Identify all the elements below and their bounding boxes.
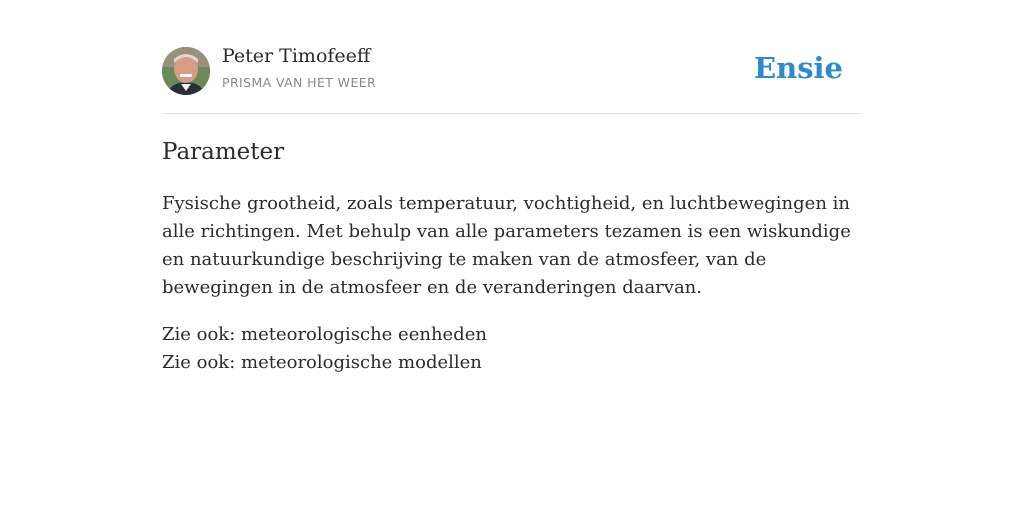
entry-body: Fysische grootheid, zoals temperatuur, vochtigheid, en luchtbewegingen in alle richtingen. Met behulp van alle parameters tezamen is een wiskundige en natuurkundige beschrijving te maken van de atmosfeer, van de bewegingen in de atmosfeer en de veranderingen daarvan.: [162, 193, 851, 298]
author-photo-icon: [162, 47, 210, 95]
see-also-item: Zie ook: meteorologische modellen: [162, 352, 482, 373]
see-also-list: [162, 321, 862, 377]
author-name[interactable]: Peter Timofeeff: [222, 45, 371, 67]
card-header: [162, 0, 862, 114]
definition-card: [162, 0, 862, 373]
entry-title: Parameter: [162, 139, 285, 165]
author-avatar[interactable]: [162, 47, 210, 95]
author-source[interactable]: PRISMA VAN HET WEER: [222, 75, 377, 90]
brand-logo-link[interactable]: Ensie: [754, 51, 843, 85]
see-also-item: Zie ook: meteorologische eenheden: [162, 324, 487, 345]
